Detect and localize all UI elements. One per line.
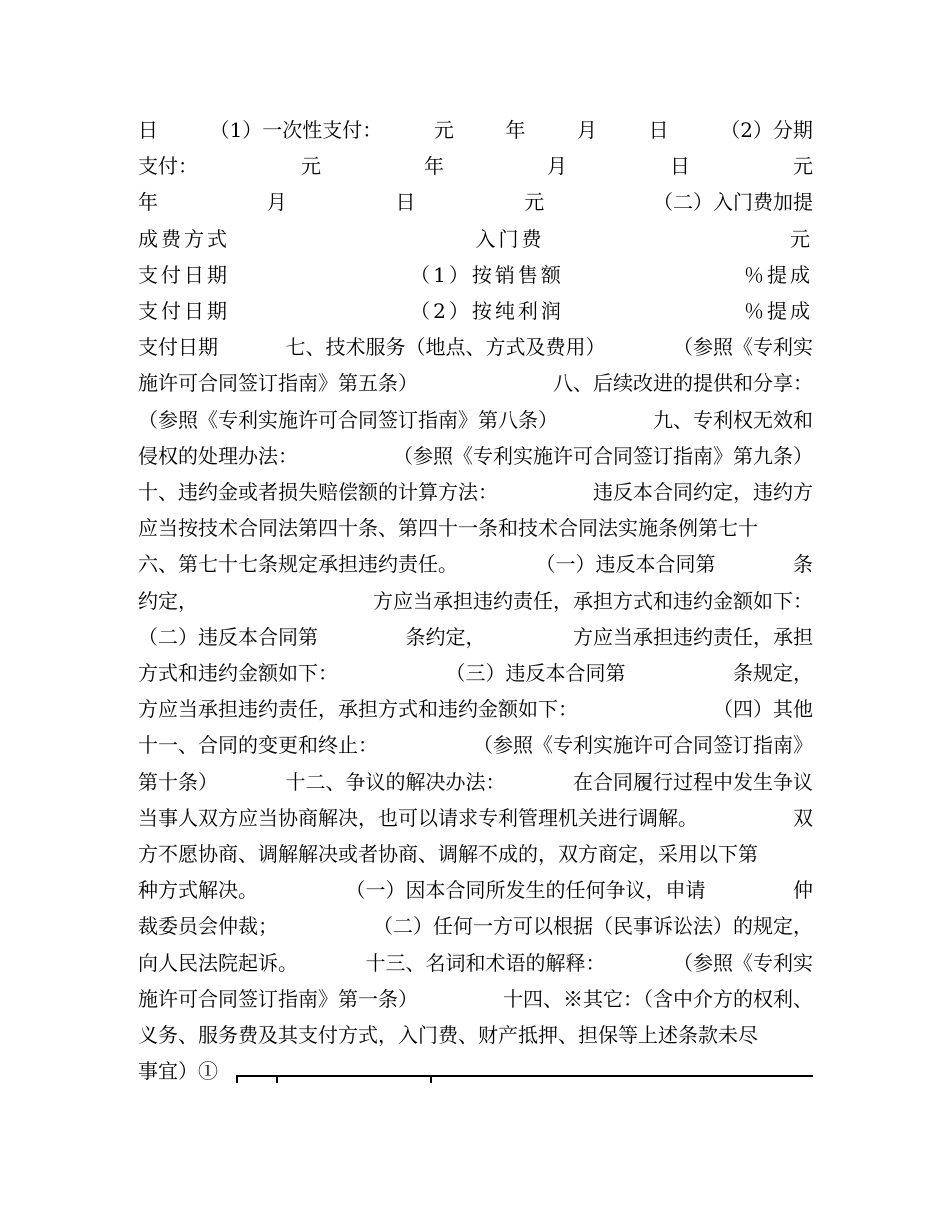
text-segment: （二）任何一方可以根据（民事诉讼法）的规定，: [373, 914, 813, 939]
text-segment: （参照《专利实施许可合同签订指南》第九条）: [393, 443, 813, 468]
text-line: [138, 474, 813, 510]
text-segment: （1）按销售额: [410, 262, 564, 287]
text-segment: 元: [524, 190, 545, 215]
text-line: [138, 293, 813, 329]
text-segment: 支付日期: [138, 262, 230, 287]
text-segment: （参照《专利实施许可合同签订指南》第八条）: [138, 407, 558, 432]
text-line: [138, 1017, 813, 1053]
text-segment: 元: [793, 154, 813, 179]
text-segment: 入门费: [475, 226, 545, 251]
text-segment: 当事人双方应当协商解决，也可以请求专利管理机关进行调解。: [138, 805, 698, 830]
text-line: [138, 365, 813, 401]
text-segment: 约定，: [138, 588, 198, 613]
table-top-rule: [236, 1075, 813, 1077]
text-segment: （一）违反本合同第: [535, 552, 716, 577]
text-segment: 事宜）①: [138, 1059, 218, 1084]
text-line: [138, 836, 813, 872]
table-column-tick: [276, 1075, 278, 1083]
text-segment: 成费方式: [138, 226, 230, 251]
text-segment: 年: [424, 154, 444, 179]
text-segment: 违反本合同约定，违约方: [593, 480, 813, 504]
text-line: [138, 691, 813, 727]
text-segment: 元: [790, 226, 813, 251]
text-line: [138, 257, 813, 293]
text-segment: 日: [670, 154, 690, 179]
text-segment: 方应当承担违约责任，承担方式和违约金额如下：: [373, 588, 813, 613]
text-segment: 十二、争议的解决办法：: [285, 769, 506, 794]
text-segment: 十四、※其它：（含中介方的权利、: [503, 986, 813, 1011]
text-segment: 元: [301, 154, 321, 179]
text-segment: 施许可合同签订指南》第五条）: [138, 371, 418, 396]
text-segment: 方式和违约金额如下：: [138, 661, 338, 685]
text-segment: （四）其他: [713, 697, 813, 722]
table-column-tick: [236, 1075, 238, 1083]
text-segment: 日: [395, 190, 416, 215]
text-line: [138, 764, 813, 800]
text-segment: （二）入门费加提: [653, 190, 813, 215]
text-segment: 十三、名词和术语的解释：: [365, 950, 606, 975]
text-segment: 第十条）: [138, 769, 218, 794]
table-border-line: [236, 1070, 813, 1082]
text-segment: 年: [505, 118, 526, 142]
text-segment: 年: [138, 190, 158, 215]
text-segment: ％提成: [743, 262, 813, 287]
text-segment: 双: [793, 805, 813, 830]
text-segment: 在合同履行过程中发生争议: [573, 769, 813, 794]
text-segment: 方应当承担违约责任，承担: [573, 624, 813, 649]
text-line: [138, 148, 813, 184]
text-segment: 方不愿协商、调解解决或者协商、调解不成的，双方商定，采用以下第: [138, 842, 758, 866]
text-segment: 应当按技术合同法第四十条、第四十一条和技术合同法实施条例第七十: [138, 516, 758, 541]
text-segment: 裁委员会仲裁；: [138, 914, 278, 939]
text-line: [138, 329, 813, 365]
text-segment: 义务、服务费及其支付方式，入门费、财产抵押、担保等上述条款未尽: [138, 1023, 758, 1047]
text-segment: 支付：: [138, 154, 198, 179]
text-segment: （2）分期: [720, 118, 813, 142]
text-segment: （三）违反本合同第: [445, 661, 626, 685]
text-line: [138, 438, 813, 474]
text-line: [138, 800, 813, 836]
text-line: [138, 583, 813, 619]
text-segment: 向人民法院起诉。: [138, 950, 298, 975]
text-segment: （二）违反本合同第: [138, 624, 318, 649]
text-segment: 六、第七十七条规定承担违约责任。: [138, 552, 458, 577]
text-segment: 种方式解决。: [138, 878, 258, 903]
text-line: [138, 546, 813, 582]
text-segment: 支付日期: [138, 299, 230, 323]
text-segment: 仲: [793, 878, 813, 903]
text-line: [138, 510, 813, 546]
text-segment: 日: [138, 118, 158, 142]
text-segment: ％提成: [743, 299, 813, 323]
text-line: [138, 112, 813, 148]
text-segment: 施许可合同签订指南》第一条）: [138, 986, 418, 1011]
text-line: [138, 872, 813, 908]
text-line: [138, 908, 813, 944]
text-segment: 十一、合同的变更和终止：: [138, 733, 378, 758]
text-segment: 九、专利权无效和: [653, 407, 813, 432]
text-line: [138, 981, 813, 1017]
text-segment: 元: [433, 118, 454, 142]
text-line: [138, 221, 813, 257]
text-segment: 方应当承担违约责任，承担方式和违约金额如下：: [138, 697, 578, 722]
text-segment: 七、技术服务（地点、方式及费用）: [285, 335, 606, 360]
text-line: [138, 619, 813, 655]
text-segment: 条: [793, 552, 813, 577]
text-segment: 月: [577, 118, 598, 142]
text-line: [138, 1053, 218, 1089]
table-column-tick: [430, 1075, 432, 1083]
text-segment: 条规定，: [733, 661, 813, 685]
text-line: [138, 184, 813, 220]
text-segment: 月: [547, 154, 567, 179]
text-line: [138, 945, 813, 981]
text-segment: （参照《专利实: [673, 335, 813, 360]
text-line: [138, 727, 813, 763]
text-segment: 日: [648, 118, 669, 142]
text-segment: 条约定，: [405, 624, 486, 649]
text-segment: 十、违约金或者损失赔偿额的计算方法：: [138, 480, 498, 504]
text-segment: （参照《专利实施许可合同签订指南》: [473, 733, 813, 758]
text-segment: 八、后续改进的提供和分享：: [553, 371, 813, 396]
text-segment: 侵权的处理办法：: [138, 443, 298, 468]
text-segment: （2）按纯利润: [410, 299, 564, 323]
text-line: [138, 402, 813, 438]
text-segment: （1）一次性支付：: [209, 118, 383, 142]
text-segment: 月: [266, 190, 287, 215]
text-line: [138, 655, 813, 691]
text-segment: （一）因本合同所发生的任何争议，申请: [345, 878, 706, 903]
text-segment: 支付日期: [138, 335, 218, 360]
text-segment: （参照《专利实: [673, 950, 813, 975]
